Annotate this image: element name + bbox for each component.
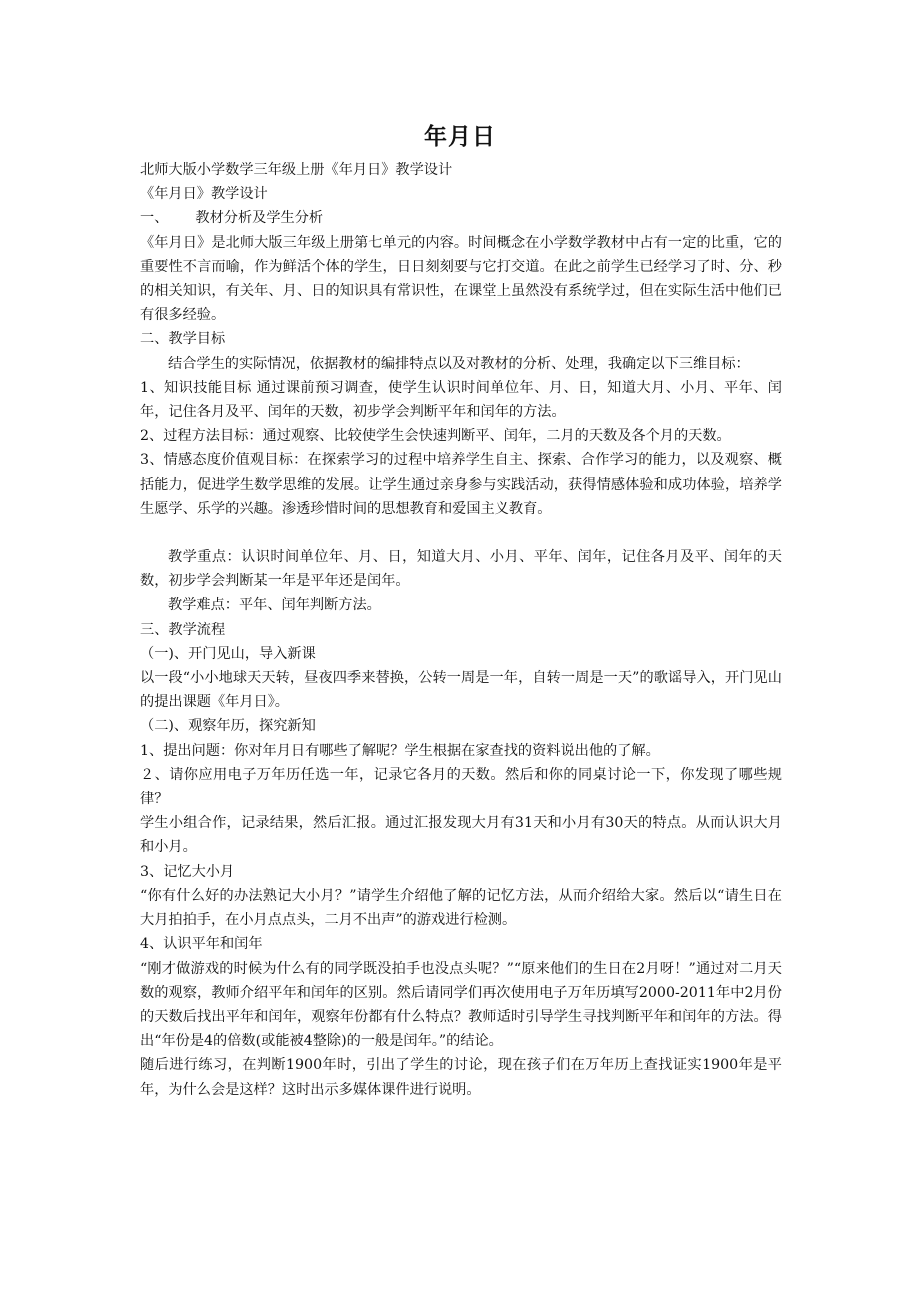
question-3-body: “你有什么好的办法熟记大小月？”请学生介绍他了解的记忆方法，从而介绍给大家。然后以“请生日在大月拍拍手，在小月点点头，二月不出声”的游戏进行检测。 xyxy=(140,887,782,929)
section-1-heading: 一、 教材分析及学生分析 xyxy=(140,210,324,227)
question-1: 1、提出问题：你对年月日有哪些了解呢？学生根据在家查找的资料说出他的了解。 xyxy=(140,742,660,759)
difficulty: 教学难点：平年、闰年判断方法。 xyxy=(168,597,381,614)
goal-2: 2、过程方法目标：通过观察、比较使学生会快速判断平、闰年，二月的天数及各个月的天数。 xyxy=(140,428,731,445)
goal-3: 3、情感态度价值观目标：在探索学习的过程中培养学生自主、探索、合作学习的能力，以及观察、概括能力，促进学生数学思维的发展。让学生通过亲身参与实践活动，获得情感体验和成功体验，培养学生愿学、乐学的兴趣。渗透珍惜时间的思想教育和爱国主义教育。 xyxy=(140,452,782,517)
design-label: 《年月日》教学设计 xyxy=(140,186,268,203)
step-1-heading: （一)、开门见山，导入新课 xyxy=(140,645,316,662)
section-2-intro: 结合学生的实际情况，依据教材的编排特点以及对教材的分析、处理，我确定以下三维目标： xyxy=(168,355,750,372)
step-2-heading: （二)、观察年历，探究新知 xyxy=(140,718,316,735)
question-3-heading: 3、记忆大小月 xyxy=(140,863,235,880)
key-point: 教学重点：认识时间单位年、月、日，知道大月、小月、平年、闰年，记住各月及平、闰年的天数，初步学会判断某一年是平年还是闰年。 xyxy=(140,549,782,590)
practice-paragraph: 随后进行练习，在判断1900年时，引出了学生的讨论，现在孩子们在万年历上查找证实1900年是平年，为什么会是这样？这时出示多媒体课件进行说明。 xyxy=(140,1057,782,1098)
question-2: ２、请你应用电子万年历任选一年，记录它各月的天数。然后和你的同桌讨论一下，你发现了哪些规律？ xyxy=(140,766,782,808)
document-body xyxy=(140,158,782,1102)
section-2-heading: 二、教学目标 xyxy=(140,331,226,348)
step-1-body: 以一段“小小地球天天转，昼夜四季来替换，公转一周是一年，自转一周是一天”的歌谣导入，开门见山的提出课题《年月日》。 xyxy=(140,670,782,711)
question-4-heading: 4、认识平年和闰年 xyxy=(140,936,263,953)
section-1-body: 《年月日》是北师大版三年级上册第七单元的内容。时间概念在小学数学教材中占有一定的比重，它的重要性不言而喻，作为鲜活个体的学生，日日刻刻要与它打交道。在此之前学生已经学习了时、分、秒的相关知识，有关年、月、日的知识具有常识性，在课堂上虽然没有系统学过，但在实际生活中他们已有很多经验。 xyxy=(140,234,782,324)
document-title: 年月日 xyxy=(424,124,496,150)
subtitle: 北师大版小学数学三年级上册《年月日》教学设计 xyxy=(140,162,453,178)
section-3-heading: 三、教学流程 xyxy=(140,621,226,638)
question-4-body: “刚才做游戏的时候为什么有的同学既没拍手也没点头呢？”“原来他们的生日在2月呀！”通过对二月天数的观察，教师介绍平年和闰年的区别。然后请同学们再次使用电子万年历填写2000-2011年中2月份的天数后找出平年和闰年，观察年份都有什么特点？教师适时引导学生寻找判断平年和闰年的方法。得出“年份是4的倍数(或能被4整除)的一般是闰年。”的结论。 xyxy=(140,960,782,1050)
question-2-result: 学生小组合作，记录结果，然后汇报。通过汇报发现大月有31天和小月有30天的特点。从而认识大月和小月。 xyxy=(140,815,782,856)
goal-1: 1、知识技能目标 通过课前预习调查，使学生认识时间单位年、月、日，知道大月、小月、平年、闰年，记住各月及平、闰年的天数，初步学会判断平年和闰年的方法。 xyxy=(140,379,782,421)
blank-line xyxy=(140,521,782,545)
